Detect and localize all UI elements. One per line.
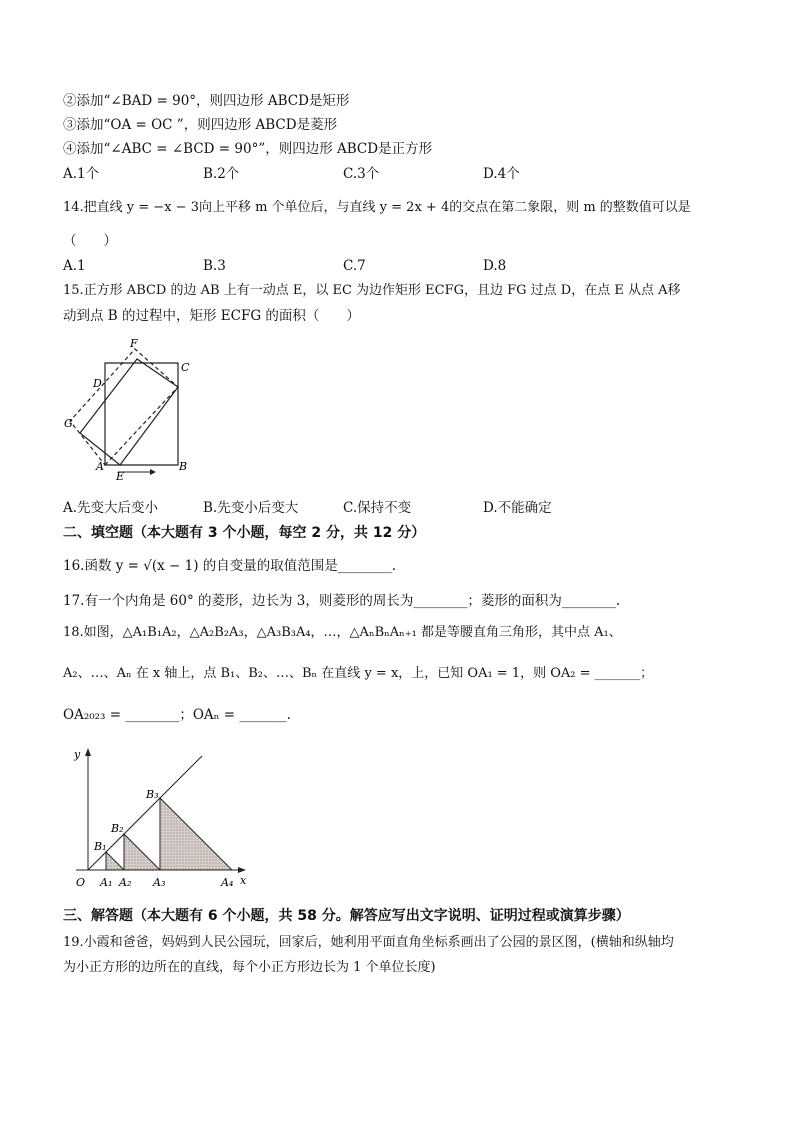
q14-option-c: C.7 [343, 258, 366, 274]
q15-option-d: D.不能确定 [483, 500, 552, 516]
label-b3: B₃ [146, 788, 159, 801]
q18-figure [68, 742, 258, 894]
label-f: F [130, 337, 138, 350]
q19-text-line2: 为小正方形的边所在的直线，每个小正方形边长为 1 个单位长度) [63, 960, 436, 975]
section-2-heading: 二、填空题（本大题有 3 个小题，每空 2 分，共 12 分） [63, 525, 426, 541]
label-b1: B₁ [94, 840, 107, 853]
square-abcd [105, 363, 178, 465]
label-c: C [181, 361, 190, 374]
label-y: y [74, 748, 81, 761]
label-a2: A₂ [119, 876, 132, 889]
q14-option-b: B.3 [203, 258, 226, 274]
q14-option-a: A.1 [63, 258, 86, 274]
label-b2: B₂ [111, 822, 124, 835]
q14-option-d: D.8 [483, 258, 507, 274]
label-a3: A₃ [153, 876, 166, 889]
label-g: G [64, 417, 73, 430]
q13-option-c: C.3个 [343, 166, 380, 182]
rectangle-ecfg-dashed [70, 349, 178, 465]
q13-option-a: A.1个 [63, 166, 100, 182]
q15-text-line2: 动到点 B 的过程中，矩形 ECFG 的面积（ ） [63, 308, 360, 324]
triangle-a1b1a2 [106, 852, 124, 870]
q13-option-b: B.2个 [203, 166, 240, 182]
label-e: E [116, 470, 125, 480]
label-o: O [76, 876, 86, 889]
label-a: A [96, 460, 104, 473]
q16-text: 16.函数 y = √(x − 1) 的自变量的取值范围是________. [63, 558, 397, 574]
q19-text-line1: 19.小霞和爸爸，妈妈到人民公园玩，回家后，她利用平面直角坐标系画出了公园的景区图，(横轴和纵轴均 [63, 935, 674, 950]
label-d: D [93, 377, 102, 390]
q13-statement-2: ②添加“∠BAD = 90°，则四边形 ABCD是矩形 [63, 93, 350, 109]
rectangle-ecfg-solid [80, 359, 178, 465]
q18-text-line1: 18.如图，△A₁B₁A₂，△A₂B₂A₃，△A₃B₃A₄，…，△AₙBₙAₙ₊₁ 都是等腰直角三角形，其中点 A₁、 [63, 625, 622, 640]
q15-option-c: C.保持不变 [343, 500, 412, 516]
triangle-a2b2a3 [124, 834, 160, 870]
q13-statement-3: ③添加“OA = OC ”，则四边形 ABCD是菱形 [63, 117, 338, 133]
q18-text-line3: OA₂₀₂₃ = ________；OAₙ = _______. [63, 707, 291, 723]
q18-text-line2: A₂、…、Aₙ 在 x 轴上，点 B₁、B₂、…、Bₙ 在直线 y = x，上，已知 OA₁ = 1，则 OA₂ = _______； [63, 666, 654, 681]
motion-arrow-head [150, 469, 156, 475]
q13-option-d: D.4个 [483, 166, 520, 182]
x-axis-arrow [238, 867, 246, 873]
y-axis-arrow [85, 748, 91, 756]
triangle-a3b3a4 [160, 798, 232, 870]
section-3-heading: 三、解答题（本大题有 6 个小题，共 58 分。解答应写出文字说明、证明过程或演算步骤） [63, 908, 630, 924]
q15-option-a: A.先变大后变小 [63, 500, 159, 516]
q15-figure [60, 335, 200, 480]
q13-statement-4: ④添加“∠ABC = ∠BCD = 90°”，则四边形 ABCD是正方形 [63, 141, 433, 157]
q15-text-line1: 15.正方形 ABCD 的边 AB 上有一动点 E，以 EC 为边作矩形 ECFG，且边 FG 过点 D，在点 E 从点 A移 [63, 283, 681, 298]
label-a4: A₄ [221, 876, 234, 889]
q14-paren: （ ） [63, 233, 117, 249]
q15-option-b: B.先变小后变大 [203, 500, 299, 516]
label-a1: A₁ [100, 876, 113, 889]
label-b: B [179, 460, 188, 473]
q14-text: 14.把直线 y = −x − 3向上平移 m 个单位后，与直线 y = 2x + 4的交点在第二象限，则 m 的整数值可以是 [63, 200, 691, 215]
label-x: x [240, 874, 247, 887]
q17-text: 17.有一个内角是 60° 的菱形，边长为 3，则菱形的周长为________；菱形的面积为________. [63, 593, 621, 609]
